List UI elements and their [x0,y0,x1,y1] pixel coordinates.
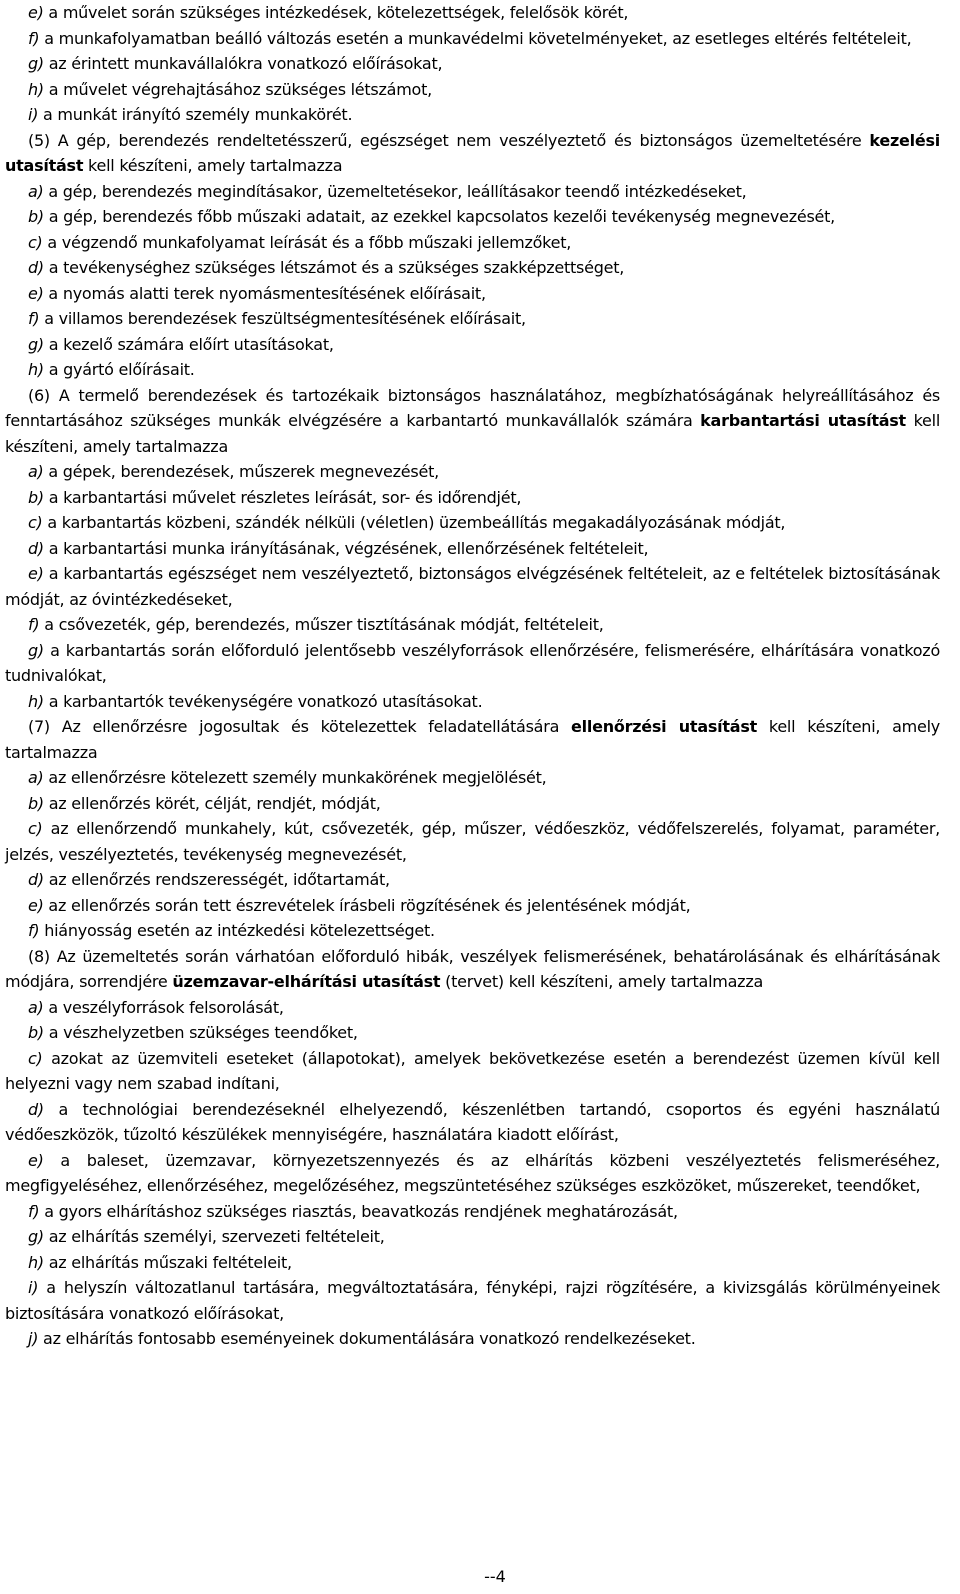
list-item [5,1020,940,1046]
paragraph-text: (5) A gép, berendezés rendeltetésszerű, egészséget nem veszélyeztető és biztonságos üzemeltetésére [28,130,870,150]
section-paragraph [5,383,940,460]
list-item-text: a gyártó előírásait. [43,360,195,379]
list-item-marker: e) [28,3,44,22]
list-item-marker: a) [28,462,44,481]
list-item [5,638,940,689]
paragraph-text: kell készíteni, amely tartalmazza [5,411,941,456]
list-item-text: a gép, berendezés főbb műszaki adatait, az ezekkel kapcsolatos kezelői tevékenység megnevezését, [43,207,835,226]
list-item [5,306,940,332]
list-item-text: az elhárítás fontosabb eseményeinek dokumentálására vonatkozó rendelkezéseket. [38,1329,696,1348]
list-item-text: hiányosság esetén az intézkedési kötelezettséget. [39,921,435,940]
list-item-text: az elhárítás műszaki feltételeit, [43,1252,292,1272]
list-item-text: a baleset, üzemzavar, környezetszennyezés és az elhárítás közbeni veszélyeztetés felismeréséhez, megfigyeléséhez, ellenőrzéséhez, megelőzéséhez, megszüntetéséhez szükséges eszközöket, műszereket, teendőket, [5,1150,940,1195]
list-item-marker: f) [28,615,40,634]
list-item-text: az ellenőrzendő munkahely, kút, csővezeték, gép, műszer, védőeszköz, védőfelszerelés, folyamat, paraméter, jelzés, veszélyeztetés, tevékenység megnevezését, [5,819,940,864]
list-item [5,357,940,383]
list-item [5,281,940,307]
list-item-marker: f) [28,28,40,48]
list-item-text: a nyomás alatti terek nyomásmentesítésének előírásait, [43,283,486,303]
document-page [5,0,940,1352]
list-item-text: a gép, berendezés megindításakor, üzemeltetésekor, leállításakor teendő intézkedéseket, [43,181,747,201]
list-item-marker: e) [28,1150,44,1170]
list-item [5,1046,940,1097]
list-item [5,536,940,562]
list-item-marker: f) [28,1201,40,1221]
list-item-marker: g) [28,54,44,73]
list-item-marker: b) [28,487,44,507]
list-item-text: a vészhelyzetben szükséges teendőket, [43,1023,358,1042]
list-item-marker: g) [28,1227,44,1246]
list-item [5,510,940,536]
list-item [5,561,940,612]
list-item-text: a karbantartók tevékenységére vonatkozó utasításokat. [43,691,483,711]
list-item-marker: j) [28,1329,39,1348]
paragraph-emphasis: ellenőrzési utasítást [571,717,757,736]
list-item [5,332,940,358]
section-paragraph [5,944,940,995]
list-item-text: a technológiai berendezéseknél elhelyezendő, készenlétben tartandó, csoportos és egyéni használatú védőeszközök, tűzoltó készülékek mennyiségére, használatára kiadott előírást, [5,1099,940,1144]
list-item-text: a csővezeték, gép, berendezés, műszer tisztításának módját, feltételeit, [39,615,604,634]
list-item-marker: b) [28,207,44,226]
list-item-text: a munkafolyamatban beálló változás esetén a munkavédelmi követelményeket, az esetleges eltérés feltételeit, [39,28,912,48]
list-item-text: az ellenőrzés körét, célját, rendjét, módját, [43,793,381,813]
list-item-text: az ellenőrzés során tett észrevételek írásbeli rögzítésének és jelentésének módját, [43,895,691,915]
list-item [5,689,940,715]
list-item [5,459,940,485]
list-item [5,1224,940,1250]
list-item [5,765,940,791]
paragraph-text: (7) Az ellenőrzésre jogosultak és kötelezettek feladatellátására [28,717,572,736]
list-item [5,1326,940,1352]
list-item-text: a veszélyforrások felsorolását, [43,997,284,1017]
list-item [5,26,940,52]
list-item-marker: f) [28,309,40,328]
paragraph-text: kell készíteni, amely tartalmazza [83,156,343,175]
paragraph-text: kell készíteni, amely tartalmazza [5,717,941,762]
list-item-text: a karbantartás egészséget nem veszélyeztető, biztonságos elvégzésének feltételeit, az e feltételek biztosításának módját, az óvintézkedéseket, [5,564,940,609]
list-item-text: a tevékenységhez szükséges létszámot és a szükséges szakképzettséget, [43,258,625,277]
list-item-text: a végzendő munkafolyamat leírását és a főbb műszaki jellemzőket, [42,232,572,252]
list-item-marker: h) [28,360,44,379]
list-item-text: a karbantartási munka irányításának, végzésének, ellenőrzésének feltételeit, [43,538,649,558]
list-item [5,867,940,893]
list-item [5,102,940,128]
list-item-text: azokat az üzemviteli eseteket (állapotokat), amelyek bekövetkezése esetén a berendezést üzemen kívül kell helyezni vagy nem szabad indítani, [5,1048,940,1093]
list-item-marker: e) [28,283,44,303]
list-item-marker: b) [28,1023,44,1042]
list-item [5,816,940,867]
list-item-marker: i) [28,1278,39,1297]
list-item-text: a karbantartási művelet részletes leírását, sor- és időrendjét, [43,487,522,507]
list-item [5,918,940,944]
list-item-marker: c) [28,819,43,838]
list-item-text: a helyszín változatlanul tartására, megváltoztatására, fényképi, rajzi rögzítésére, a kivizsgálás körülményeinek biztosítására vonatkozó előírásokat, [5,1278,940,1323]
list-item-marker: g) [28,640,44,660]
list-item [5,893,940,919]
section-paragraph [5,128,940,179]
list-item-marker: c) [28,1048,43,1068]
paragraph-text: (tervet) kell készíteni, amely tartalmazza [440,972,764,991]
list-item-marker: a) [28,181,44,201]
list-item-text: a villamos berendezések feszültségmentesítésének előírásait, [39,309,526,328]
list-item-marker: d) [28,258,44,277]
list-item-marker: c) [28,232,43,252]
list-item-marker: h) [28,1252,44,1272]
list-item-text: a művelet során szükséges intézkedések, kötelezettségek, felelősök körét, [43,3,629,22]
list-item-marker: a) [28,768,44,787]
list-item [5,1148,940,1199]
list-item-marker: e) [28,564,44,583]
list-item-text: az elhárítás személyi, szervezeti feltételeit, [43,1227,385,1246]
list-item-marker: a) [28,997,44,1017]
page-number: --4 [484,1567,506,1586]
list-item-marker: b) [28,793,44,813]
list-item [5,612,940,638]
list-item-marker: d) [28,1099,44,1119]
paragraph-emphasis: karbantartási utasítást [700,411,906,430]
paragraph-text: (8) Az üzemeltetés során várhatóan előforduló hibák, veszélyek felismerésének, behatárolásának és elhárításának módjára, sorrendjére [5,946,940,991]
list-item [5,77,940,103]
list-item [5,485,940,511]
list-item-marker: f) [28,921,40,940]
list-item-text: az ellenőrzésre kötelezett személy munkakörének megjelölését, [43,768,547,787]
list-item-text: a karbantartás közbeni, szándék nélküli (véletlen) üzembeállítás megakadályozásának módját, [42,513,786,532]
list-item [5,204,940,230]
list-item-text: a gépek, berendezések, műszerek megnevezését, [43,462,439,481]
list-item-marker: c) [28,513,43,532]
list-item [5,791,940,817]
list-item [5,1275,940,1326]
list-item [5,995,940,1021]
list-item [5,255,940,281]
list-item-text: a gyors elhárításhoz szükséges riasztás, beavatkozás rendjének meghatározását, [39,1201,678,1221]
paragraph-emphasis: kezelési utasítást [5,130,940,175]
list-item-marker: h) [28,691,44,711]
list-item-marker: d) [28,538,44,558]
list-item [5,230,940,256]
list-item-marker: g) [28,334,44,354]
list-item [5,1097,940,1148]
paragraph-emphasis: üzemzavar-elhárítási utasítást [172,972,441,991]
list-item-text: az ellenőrzés rendszerességét, időtartamát, [43,870,390,889]
list-item-text: az érintett munkavállalókra vonatkozó előírásokat, [43,54,443,73]
list-item-marker: h) [28,79,44,99]
list-item-text: a művelet végrehajtásához szükséges létszámot, [43,79,432,99]
list-item-marker: i) [28,105,39,124]
list-item [5,51,940,77]
list-item [5,0,940,26]
list-item-text: a karbantartás során előforduló jelentősebb veszélyforrások ellenőrzésére, felismerésére, elhárítására vonatkozó tudnivalókat, [5,640,940,685]
list-item [5,1199,940,1225]
list-item-text: a munkát irányító személy munkakörét. [38,105,353,124]
list-item-marker: e) [28,895,44,915]
section-paragraph [5,714,940,765]
paragraph-text: (6) A termelő berendezések és tartozékaik biztonságos használatához, megbízhatóságának helyreállításához és fenntartásához szükséges munkák elvégzésére a karbantartó munkavállalók számára [5,385,940,430]
list-item [5,179,940,205]
list-item-text: a kezelő számára előírt utasításokat, [43,334,334,354]
list-item [5,1250,940,1276]
list-item-marker: d) [28,870,44,889]
